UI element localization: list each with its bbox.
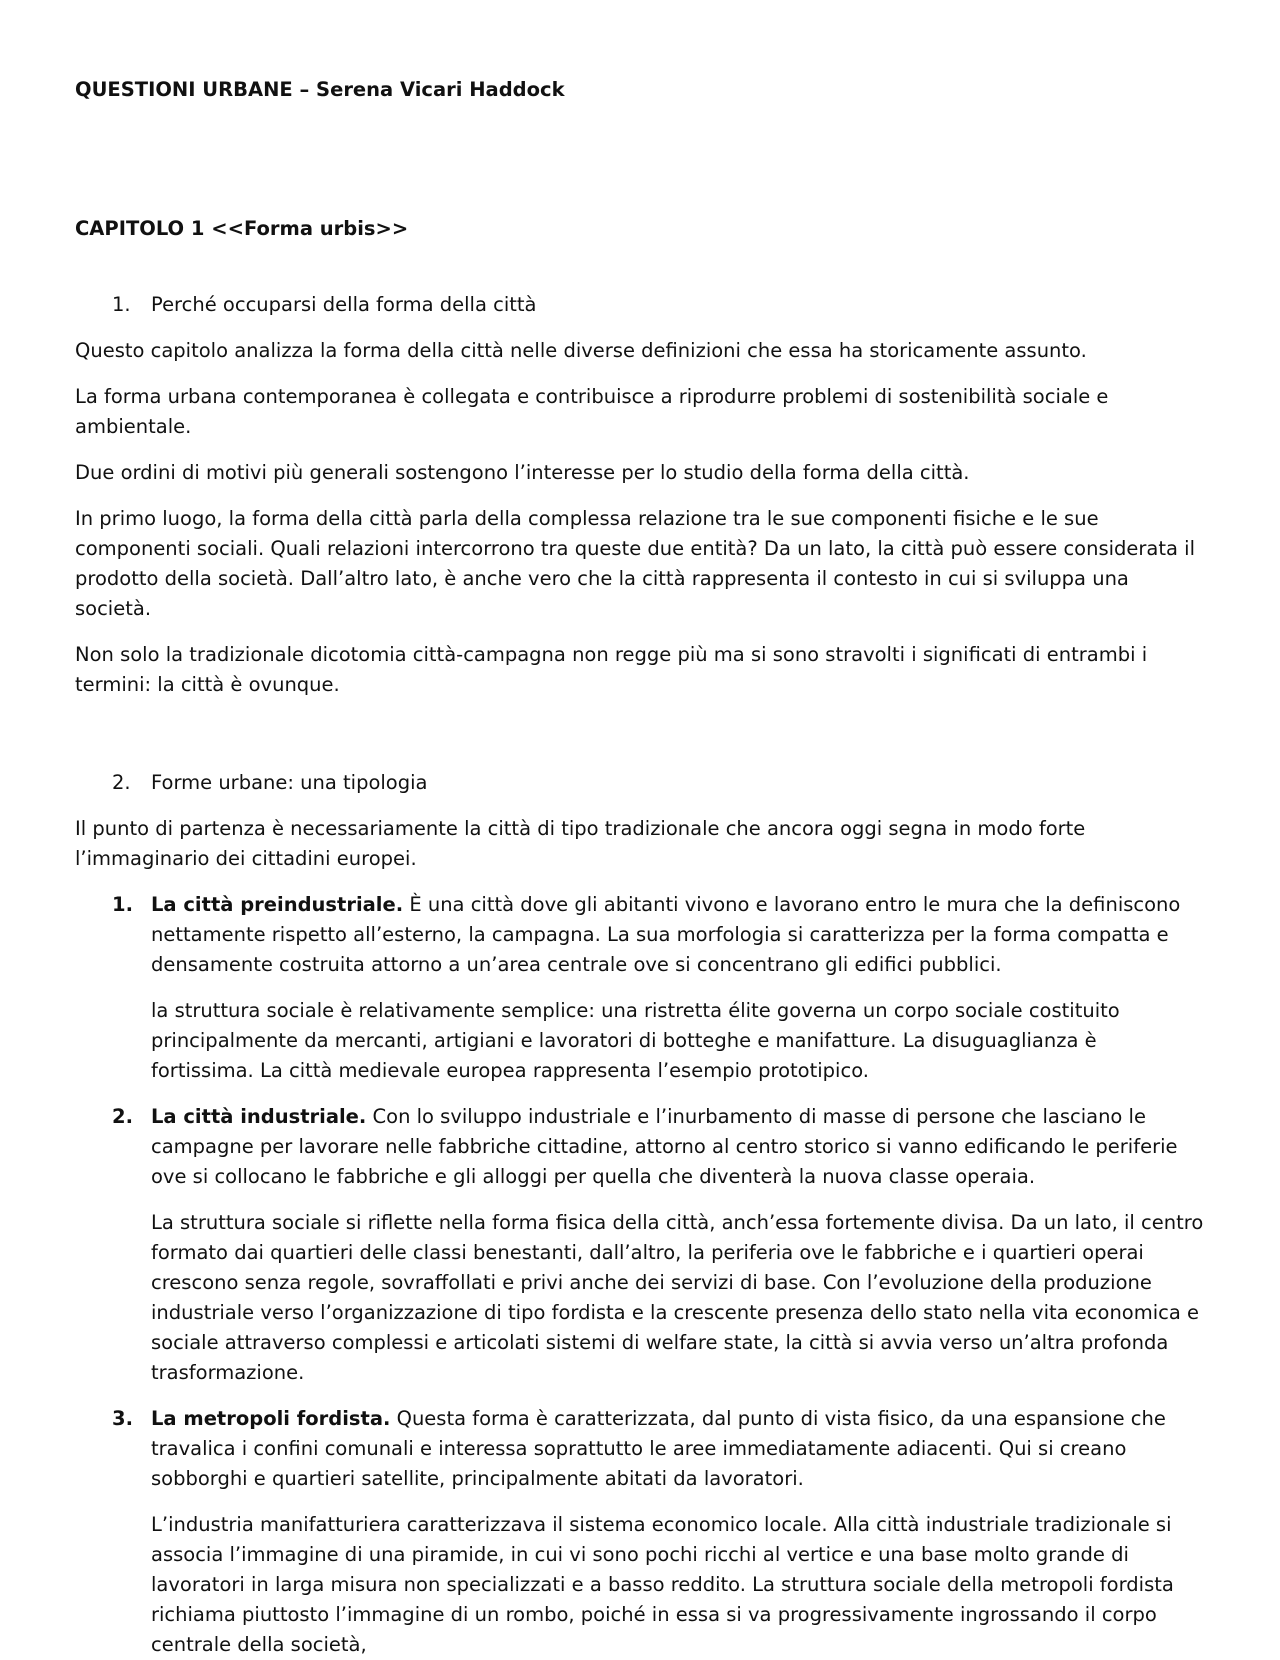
- paragraph: La forma urbana contemporanea è collegata e contribuisce a riprodurre problemi di sostenibilità sociale e ambientale.: [75, 385, 1109, 438]
- paragraph: Non solo la tradizionale dicotomia città-campagna non regge più ma si sono stravolti i significati di entrambi i termini: la città è ovunque.: [75, 643, 1148, 696]
- section-1-heading: [75, 290, 1205, 320]
- paragraph: Questo capitolo analizza la forma della città nelle diverse definizioni che essa ha storicamente assunto.: [75, 339, 1087, 362]
- section-1-title: Perché occuparsi della forma della città: [151, 293, 537, 316]
- section-1-number: 1.: [112, 293, 131, 316]
- list-item-body: [151, 890, 1205, 980]
- section-2-heading: [75, 768, 1205, 798]
- list-item-extra: L’industria manifatturiera caratterizzava il sistema economico locale. Alla città industriale tradizionale si associa l’immagine di una piramide, in cui vi sono pochi ricchi al vertice e una base molto grande di lavoratori in larga misura non specializzati e a basso reddito. La struttura sociale della metropoli fordista richiama piuttosto l’immagine di un rombo, poiché in essa si va progressivamente ingrossando il corpo centrale della società,: [151, 1513, 1174, 1656]
- list-item-number: 2.: [112, 1105, 133, 1128]
- chapter-title: CAPITOLO 1 <<Forma urbis>>: [75, 217, 409, 240]
- list-item-extra: la struttura sociale è relativamente semplice: una ristretta élite governa un corpo sociale costituito principalmente da mercanti, artigiani e lavoratori di botteghe e manifatture. La disuguaglianza è fortissima. La città medievale europea rappresenta l’esempio prototipico.: [151, 999, 1120, 1082]
- section-2-title: Forme urbane: una tipologia: [151, 771, 428, 794]
- section-spacer: [75, 716, 1205, 768]
- section-2-number: 2.: [112, 771, 131, 794]
- list-item-number: 3.: [112, 1407, 133, 1430]
- list-item: [75, 1404, 1205, 1660]
- list-item-text: Con lo sviluppo industriale e l’inurbamento di masse di persone che lasciano le campagne per lavorare nelle fabbriche cittadine, attorno al centro storico si vanno edificando le periferie ove si collocano le fabbriche e gli alloggi per quella che diventerà la nuova classe operaia.: [151, 1105, 1178, 1188]
- list-item-body: [151, 1102, 1205, 1192]
- urban-forms-list: [75, 890, 1205, 1660]
- paragraph: Due ordini di motivi più generali sostengono l’interesse per lo studio della forma della città.: [75, 461, 970, 484]
- list-item-term: La città preindustriale.: [151, 893, 404, 916]
- paragraph: In primo luogo, la forma della città parla della complessa relazione tra le sue componenti fisiche e le sue componenti sociali. Quali relazioni intercorrono tra queste due entità? Da un lato, la città può essere considerata il prodotto della società. Dall’altro lato, è anche vero che la città rappresenta il contesto in cui si sviluppa una società.: [75, 507, 1196, 620]
- document-title: QUESTIONI URBANE – Serena Vicari Haddock: [75, 78, 565, 101]
- section-2-intro: Il punto di partenza è necessariamente la città di tipo tradizionale che ancora oggi segna in modo forte l’immaginario dei cittadini europei.: [75, 817, 1086, 870]
- list-item-text: Questa forma è caratterizzata, dal punto di vista fisico, da una espansione che travalica i confini comunali e interessa soprattutto le aree immediatamente adiacenti. Qui si creano sobborghi e quartieri satellite, principalmente abitati da lavoratori.: [151, 1407, 1166, 1490]
- list-item: [75, 890, 1205, 1086]
- list-item-extra: La struttura sociale si riflette nella forma fisica della città, anch’essa fortemente divisa. Da un lato, il centro formato dai quartieri delle classi benestanti, dall’altro, la periferia ove le fabbriche e i quartieri operai crescono senza regole, sovraffollati e privi anche dei servizi di base. Con l’evoluzione della produzione industriale verso l’organizzazione di tipo fordista e la crescente presenza dello stato nella vita economica e sociale attraverso complessi e articolati sistemi di welfare state, la città si avvia verso un’altra profonda trasformazione.: [151, 1211, 1204, 1384]
- list-item: [75, 1102, 1205, 1388]
- list-item-term: La città industriale.: [151, 1105, 367, 1128]
- list-item-body: [151, 1404, 1205, 1494]
- list-item-number: 1.: [112, 893, 133, 916]
- list-item-term: La metropoli fordista.: [151, 1407, 391, 1430]
- list-item-text: È una città dove gli abitanti vivono e lavorano entro le mura che la definiscono nettamente rispetto all’esterno, la campagna. La sua morfologia si caratterizza per la forma compatta e densamente costruita attorno a un’area centrale ove si concentrano gli edifici pubblici.: [151, 893, 1181, 976]
